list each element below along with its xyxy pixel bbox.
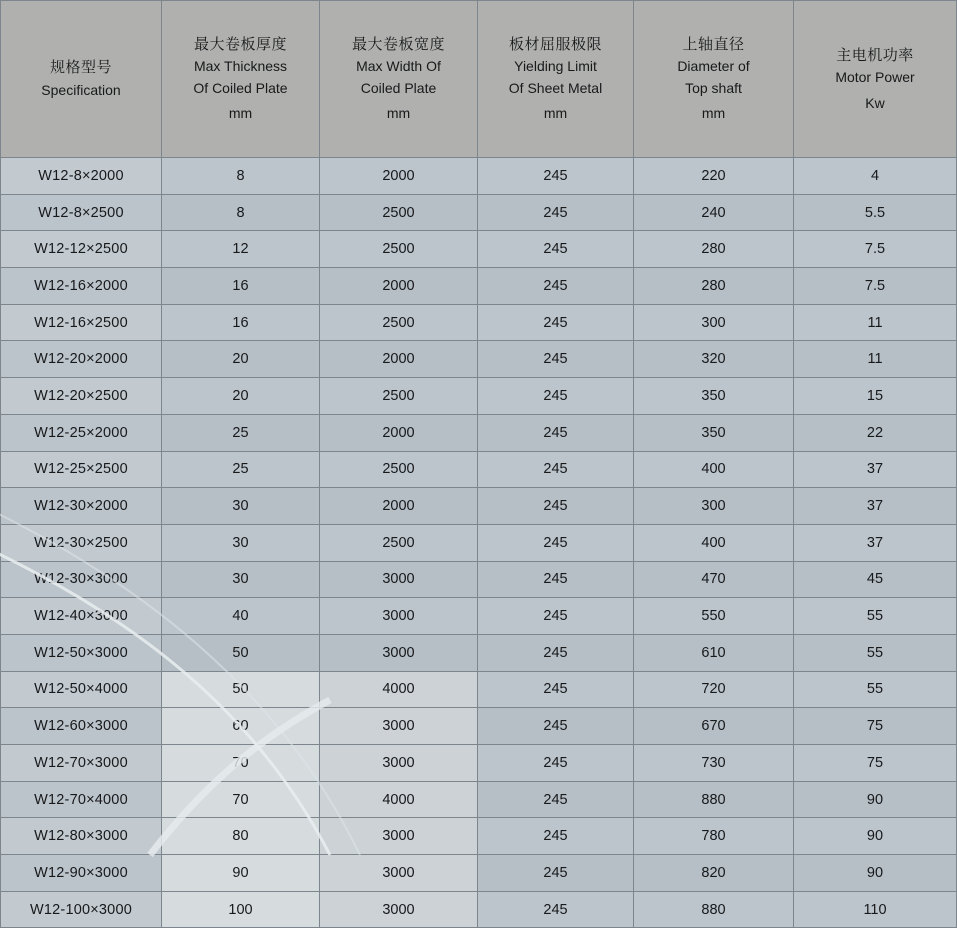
table-cell: 75 <box>794 745 957 782</box>
table-cell: 90 <box>162 855 320 892</box>
table-cell: 245 <box>478 818 634 855</box>
table-cell: 300 <box>634 488 794 525</box>
table-cell: 7.5 <box>794 268 957 305</box>
table-cell: 245 <box>478 708 634 745</box>
table-cell: 245 <box>478 341 634 378</box>
column-header-en-line1: Motor Power <box>835 68 915 85</box>
table-cell: 70 <box>162 745 320 782</box>
table-cell: 60 <box>162 708 320 745</box>
table-row <box>1 158 957 195</box>
table-cell: 400 <box>634 524 794 561</box>
table-cell: 90 <box>794 855 957 892</box>
table-cell: 45 <box>794 561 957 598</box>
table-cell: 75 <box>794 708 957 745</box>
table-cell: 245 <box>478 855 634 892</box>
table-cell: 11 <box>794 304 957 341</box>
table-cell: 720 <box>634 671 794 708</box>
column-header-unit: mm <box>386 105 411 122</box>
table-row <box>1 855 957 892</box>
cell-specification: W12-25×2000 <box>1 414 162 451</box>
cell-specification: W12-30×3000 <box>1 561 162 598</box>
column-header-yielding-limit <box>478 1 634 158</box>
table-cell: 400 <box>634 451 794 488</box>
column-header-unit: mm <box>228 105 253 122</box>
table-cell: 40 <box>162 598 320 635</box>
table-cell: 245 <box>478 561 634 598</box>
table-cell: 20 <box>162 341 320 378</box>
table-cell: 8 <box>162 158 320 195</box>
cell-specification: W12-16×2500 <box>1 304 162 341</box>
column-header-en: Specification <box>41 82 121 99</box>
column-header-en-line1: Max Thickness <box>193 58 288 75</box>
table-row <box>1 524 957 561</box>
table-cell: 245 <box>478 414 634 451</box>
table-cell: 300 <box>634 304 794 341</box>
table-cell: 2500 <box>320 378 478 415</box>
cell-specification: W12-40×3000 <box>1 598 162 635</box>
table-cell: 730 <box>634 745 794 782</box>
table-row <box>1 304 957 341</box>
table-cell: 880 <box>634 781 794 818</box>
table-cell: 2000 <box>320 158 478 195</box>
column-header-specification <box>1 1 162 158</box>
table-header-row <box>1 1 957 158</box>
column-header-cn: 最大卷板厚度 <box>193 35 287 53</box>
column-header-unit: Kw <box>865 94 885 111</box>
table-cell: 50 <box>162 634 320 671</box>
table-row <box>1 378 957 415</box>
table-body <box>1 158 957 928</box>
column-header-unit: mm <box>701 105 726 122</box>
column-header-en-line1: Max Width Of <box>356 58 441 75</box>
table-cell: 25 <box>162 414 320 451</box>
cell-specification: W12-12×2500 <box>1 231 162 268</box>
column-header-top-shaft-diameter <box>634 1 794 158</box>
table-cell: 70 <box>162 781 320 818</box>
table-cell: 245 <box>478 268 634 305</box>
table-cell: 245 <box>478 891 634 928</box>
table-row <box>1 891 957 928</box>
table-cell: 11 <box>794 341 957 378</box>
table-cell: 2000 <box>320 268 478 305</box>
column-header-cn: 上轴直径 <box>682 35 745 53</box>
table-row <box>1 268 957 305</box>
table-cell: 350 <box>634 378 794 415</box>
table-cell: 2500 <box>320 524 478 561</box>
column-header-en-line2: Top shaft <box>685 79 742 96</box>
table-cell: 610 <box>634 634 794 671</box>
table-cell: 2000 <box>320 414 478 451</box>
table-cell: 37 <box>794 451 957 488</box>
column-header-en-line1: Diameter of <box>677 58 750 75</box>
column-header-max-thickness <box>162 1 320 158</box>
table-cell: 37 <box>794 524 957 561</box>
table-cell: 245 <box>478 488 634 525</box>
column-header-en-line2: Of Coiled Plate <box>193 79 288 96</box>
column-header-max-width <box>320 1 478 158</box>
table-cell: 880 <box>634 891 794 928</box>
table-cell: 245 <box>478 524 634 561</box>
table-row <box>1 414 957 451</box>
table-cell: 3000 <box>320 855 478 892</box>
table-cell: 110 <box>794 891 957 928</box>
table-cell: 90 <box>794 781 957 818</box>
table-cell: 20 <box>162 378 320 415</box>
table-header <box>1 1 957 158</box>
cell-specification: W12-70×3000 <box>1 745 162 782</box>
cell-specification: W12-20×2500 <box>1 378 162 415</box>
table-cell: 30 <box>162 524 320 561</box>
table-cell: 15 <box>794 378 957 415</box>
table-cell: 220 <box>634 158 794 195</box>
table-row <box>1 708 957 745</box>
table-cell: 320 <box>634 341 794 378</box>
table-row <box>1 451 957 488</box>
table-cell: 245 <box>478 158 634 195</box>
cell-specification: W12-20×2000 <box>1 341 162 378</box>
table-cell: 2500 <box>320 194 478 231</box>
table-cell: 25 <box>162 451 320 488</box>
table-cell: 245 <box>478 598 634 635</box>
table-row <box>1 561 957 598</box>
table-cell: 4000 <box>320 781 478 818</box>
column-header-cn: 板材屈服极限 <box>508 35 602 53</box>
table-cell: 16 <box>162 304 320 341</box>
table-cell: 245 <box>478 304 634 341</box>
table-row <box>1 598 957 635</box>
column-header-motor-power <box>794 1 957 158</box>
table-cell: 7.5 <box>794 231 957 268</box>
table-cell: 240 <box>634 194 794 231</box>
table-cell: 3000 <box>320 891 478 928</box>
cell-specification: W12-50×4000 <box>1 671 162 708</box>
table-row <box>1 194 957 231</box>
table-row <box>1 488 957 525</box>
table-cell: 245 <box>478 378 634 415</box>
cell-specification: W12-8×2500 <box>1 194 162 231</box>
column-header-cn: 最大卷板宽度 <box>351 35 445 53</box>
table-cell: 3000 <box>320 634 478 671</box>
table-cell: 16 <box>162 268 320 305</box>
cell-specification: W12-8×2000 <box>1 158 162 195</box>
table-cell: 55 <box>794 598 957 635</box>
table-cell: 12 <box>162 231 320 268</box>
table-cell: 22 <box>794 414 957 451</box>
table-row <box>1 818 957 855</box>
table-cell: 5.5 <box>794 194 957 231</box>
table-cell: 80 <box>162 818 320 855</box>
table-cell: 2000 <box>320 341 478 378</box>
table-cell: 820 <box>634 855 794 892</box>
column-header-unit: mm <box>543 105 568 122</box>
table-cell: 245 <box>478 451 634 488</box>
table-cell: 470 <box>634 561 794 598</box>
table-row <box>1 341 957 378</box>
table-cell: 280 <box>634 268 794 305</box>
table-cell: 37 <box>794 488 957 525</box>
table-row <box>1 671 957 708</box>
table-row <box>1 745 957 782</box>
column-header-en-line1: Yielding Limit <box>514 58 597 75</box>
table-cell: 550 <box>634 598 794 635</box>
table-cell: 2500 <box>320 451 478 488</box>
cell-specification: W12-70×4000 <box>1 781 162 818</box>
column-header-en-line2: Of Sheet Metal <box>508 79 603 96</box>
column-header-cn: 主电机功率 <box>836 46 914 64</box>
table-cell: 245 <box>478 671 634 708</box>
cell-specification: W12-16×2000 <box>1 268 162 305</box>
table-cell: 50 <box>162 671 320 708</box>
table-cell: 245 <box>478 194 634 231</box>
column-header-en-line2: Coiled Plate <box>360 79 437 96</box>
table-cell: 245 <box>478 781 634 818</box>
table-cell: 30 <box>162 488 320 525</box>
table-cell: 55 <box>794 671 957 708</box>
table-cell: 670 <box>634 708 794 745</box>
table-cell: 780 <box>634 818 794 855</box>
cell-specification: W12-25×2500 <box>1 451 162 488</box>
table-cell: 4000 <box>320 671 478 708</box>
cell-specification: W12-30×2500 <box>1 524 162 561</box>
table-row <box>1 634 957 671</box>
cell-specification: W12-50×3000 <box>1 634 162 671</box>
cell-specification: W12-80×3000 <box>1 818 162 855</box>
cell-specification: W12-60×3000 <box>1 708 162 745</box>
table-cell: 90 <box>794 818 957 855</box>
cell-specification: W12-100×3000 <box>1 891 162 928</box>
table-cell: 245 <box>478 634 634 671</box>
table-cell: 245 <box>478 745 634 782</box>
column-header-cn: 规格型号 <box>49 59 112 77</box>
table-cell: 280 <box>634 231 794 268</box>
table-cell: 350 <box>634 414 794 451</box>
cell-specification: W12-90×3000 <box>1 855 162 892</box>
table-cell: 3000 <box>320 745 478 782</box>
table-cell: 2500 <box>320 304 478 341</box>
table-cell: 4 <box>794 158 957 195</box>
table-row <box>1 231 957 268</box>
table-row <box>1 781 957 818</box>
table-cell: 3000 <box>320 598 478 635</box>
table-cell: 30 <box>162 561 320 598</box>
cell-specification: W12-30×2000 <box>1 488 162 525</box>
table-cell: 245 <box>478 231 634 268</box>
table-cell: 3000 <box>320 561 478 598</box>
table-cell: 100 <box>162 891 320 928</box>
table-cell: 3000 <box>320 818 478 855</box>
table-cell: 55 <box>794 634 957 671</box>
table-cell: 3000 <box>320 708 478 745</box>
table-cell: 2000 <box>320 488 478 525</box>
table-cell: 8 <box>162 194 320 231</box>
table-cell: 2500 <box>320 231 478 268</box>
